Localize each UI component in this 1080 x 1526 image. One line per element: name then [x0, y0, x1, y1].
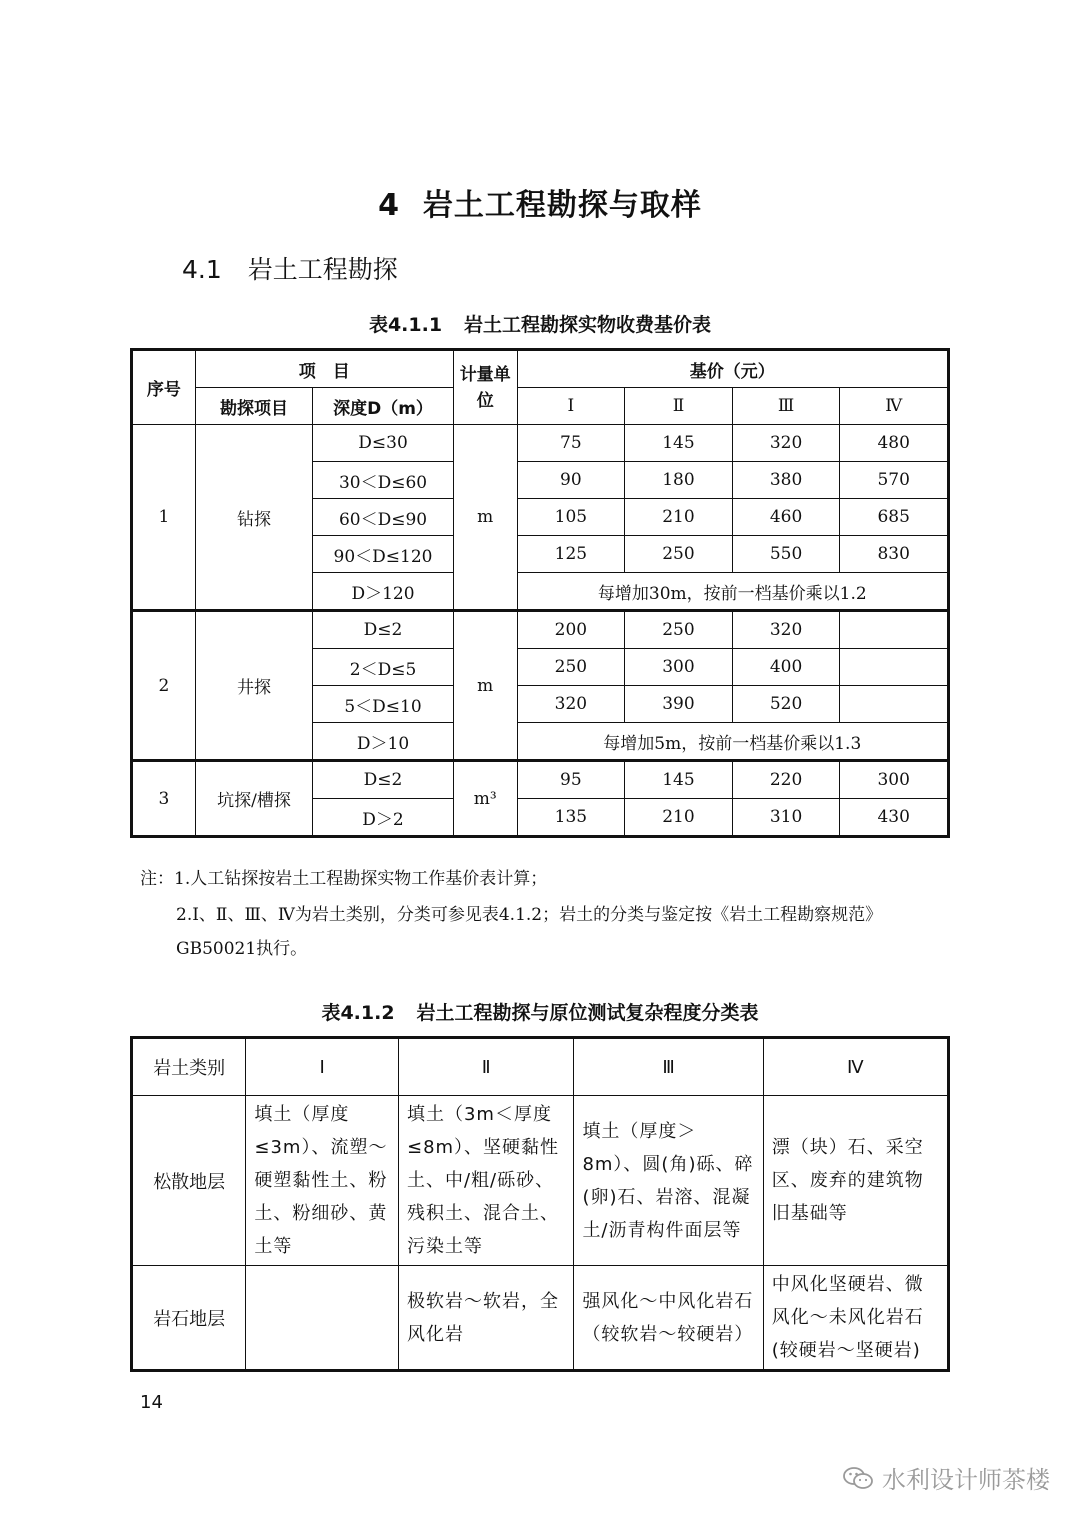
table2-caption	[0, 998, 1080, 1025]
header-grade-2: Ⅱ	[625, 388, 733, 425]
table-row	[132, 1096, 949, 1266]
row-seq: 1	[132, 425, 196, 611]
price-cell: 520	[732, 686, 840, 723]
price-cell: 200	[517, 611, 625, 649]
table1-caption-text: 岩土工程勘探实物收费基价表	[464, 314, 712, 336]
price-cell: 300	[840, 761, 949, 799]
price-cell: 320	[732, 425, 840, 462]
price-cell: 145	[625, 425, 733, 462]
table-row	[132, 611, 949, 649]
chapter-title	[0, 180, 1080, 224]
row-depth: 5＜D≤10	[313, 686, 454, 723]
price-cell: 380	[732, 462, 840, 499]
row-depth: 90＜D≤120	[313, 536, 454, 573]
table-row	[132, 425, 949, 462]
price-cell: 125	[517, 536, 625, 573]
table2-caption-number: 表4.1.2	[321, 1002, 395, 1024]
price-cell: 390	[625, 686, 733, 723]
price-cell: 300	[625, 649, 733, 686]
price-cell: 460	[732, 499, 840, 536]
classification-cell	[246, 1266, 399, 1371]
classification-cell: 填土（厚度≤3m）、流塑～硬塑黏性土、粉土、粉细砂、黄土等	[246, 1096, 399, 1266]
price-cell: 550	[732, 536, 840, 573]
classification-cell: 填土（3m＜厚度≤8m）、坚硬黏性土、中/粗/砾砂、残积土、混合土、污染土等	[398, 1096, 573, 1266]
row-unit: m	[453, 611, 517, 761]
chapter-number: 4	[378, 188, 400, 223]
row-unit: m	[453, 425, 517, 611]
row-survey-item: 坑探/槽探	[195, 761, 312, 837]
price-table	[130, 348, 950, 838]
chapter-title-text: 岩土工程勘探与取样	[422, 188, 702, 223]
row-depth: D＞10	[313, 723, 454, 761]
price-cell: 135	[517, 799, 625, 837]
page-number: 14	[140, 1392, 163, 1413]
header-class-4: Ⅳ	[763, 1038, 948, 1096]
section-title	[182, 250, 398, 286]
table1-caption	[0, 310, 1080, 337]
section-number: 4.1	[182, 255, 222, 284]
surcharge-note: 每增加5m，按前一档基价乘以1.3	[517, 723, 948, 761]
watermark	[842, 1460, 1050, 1495]
note-2: 2.Ⅰ、Ⅱ、Ⅲ、Ⅳ为岩土类别，分类可参见表4.1.2；岩土的分类与鉴定按《岩土工程勘察规范》GB50021执行。	[176, 905, 883, 959]
price-cell: 570	[840, 462, 949, 499]
row-unit: m³	[453, 761, 517, 837]
classification-cell: 中风化坚硬岩、微风化～未风化岩石(较硬岩～坚硬岩)	[763, 1266, 948, 1371]
row-depth: 2＜D≤5	[313, 649, 454, 686]
price-cell: 830	[840, 536, 949, 573]
row-depth: D≤2	[313, 611, 454, 649]
price-cell: 250	[625, 536, 733, 573]
row-survey-item: 井探	[195, 611, 312, 761]
table1-caption-number: 表4.1.1	[368, 314, 443, 336]
header-grade-1: Ⅰ	[517, 388, 625, 425]
row-depth: D≤30	[313, 425, 454, 462]
price-cell	[840, 649, 949, 686]
row-depth: D＞120	[313, 573, 454, 611]
price-cell: 220	[732, 761, 840, 799]
header-unit: 计量单位	[453, 350, 517, 425]
row-survey-item: 钻探	[195, 425, 312, 611]
header-category: 岩土类别	[132, 1038, 246, 1096]
category-label: 松散地层	[132, 1096, 246, 1266]
row-seq: 3	[132, 761, 196, 837]
price-cell: 480	[840, 425, 949, 462]
price-cell: 250	[517, 649, 625, 686]
price-cell: 95	[517, 761, 625, 799]
header-grade-3: Ⅲ	[732, 388, 840, 425]
price-cell: 90	[517, 462, 625, 499]
header-class-2: Ⅱ	[398, 1038, 573, 1096]
watermark-text: 水利设计师茶楼	[882, 1466, 1050, 1494]
header-class-3: Ⅲ	[574, 1038, 763, 1096]
classification-table	[130, 1036, 950, 1372]
category-label: 岩石地层	[132, 1266, 246, 1371]
header-seq: 序号	[132, 350, 196, 425]
section-title-text: 岩土工程勘探	[247, 255, 398, 284]
header-survey-item: 勘探项目	[195, 388, 312, 425]
header-depth: 深度D（m）	[313, 388, 454, 425]
price-cell	[840, 686, 949, 723]
table-row	[132, 761, 949, 799]
header-price: 基价（元）	[517, 350, 948, 388]
classification-cell: 强风化～中风化岩石（较软岩～较硬岩）	[574, 1266, 763, 1371]
classification-cell: 漂（块）石、采空区、废弃的建筑物旧基础等	[763, 1096, 948, 1266]
price-cell: 320	[732, 611, 840, 649]
price-cell: 320	[517, 686, 625, 723]
note-1: 注：1.人工钻探按岩土工程勘探实物工作基价表计算；	[140, 869, 548, 889]
price-cell: 250	[625, 611, 733, 649]
price-cell: 430	[840, 799, 949, 837]
classification-cell: 填土（厚度＞8m）、圆(角)砾、碎(卵)石、岩溶、混凝土/沥青构件面层等	[574, 1096, 763, 1266]
header-item: 项 目	[195, 350, 453, 388]
price-cell: 145	[625, 761, 733, 799]
price-cell: 180	[625, 462, 733, 499]
price-cell	[840, 611, 949, 649]
classification-cell: 极软岩～软岩，全风化岩	[398, 1266, 573, 1371]
row-depth: 60＜D≤90	[313, 499, 454, 536]
surcharge-note: 每增加30m，按前一档基价乘以1.2	[517, 573, 948, 611]
price-cell: 210	[625, 499, 733, 536]
wechat-icon	[842, 1465, 874, 1491]
table-row	[132, 1266, 949, 1371]
row-depth: D＞2	[313, 799, 454, 837]
price-cell: 310	[732, 799, 840, 837]
header-grade-4: Ⅳ	[840, 388, 949, 425]
price-cell: 210	[625, 799, 733, 837]
price-cell: 685	[840, 499, 949, 536]
price-cell: 105	[517, 499, 625, 536]
price-cell: 400	[732, 649, 840, 686]
price-cell: 75	[517, 425, 625, 462]
row-depth: D≤2	[313, 761, 454, 799]
row-depth: 30＜D≤60	[313, 462, 454, 499]
table2-caption-text: 岩土工程勘探与原位测试复杂程度分类表	[416, 1002, 759, 1024]
header-class-1: Ⅰ	[246, 1038, 399, 1096]
row-seq: 2	[132, 611, 196, 761]
